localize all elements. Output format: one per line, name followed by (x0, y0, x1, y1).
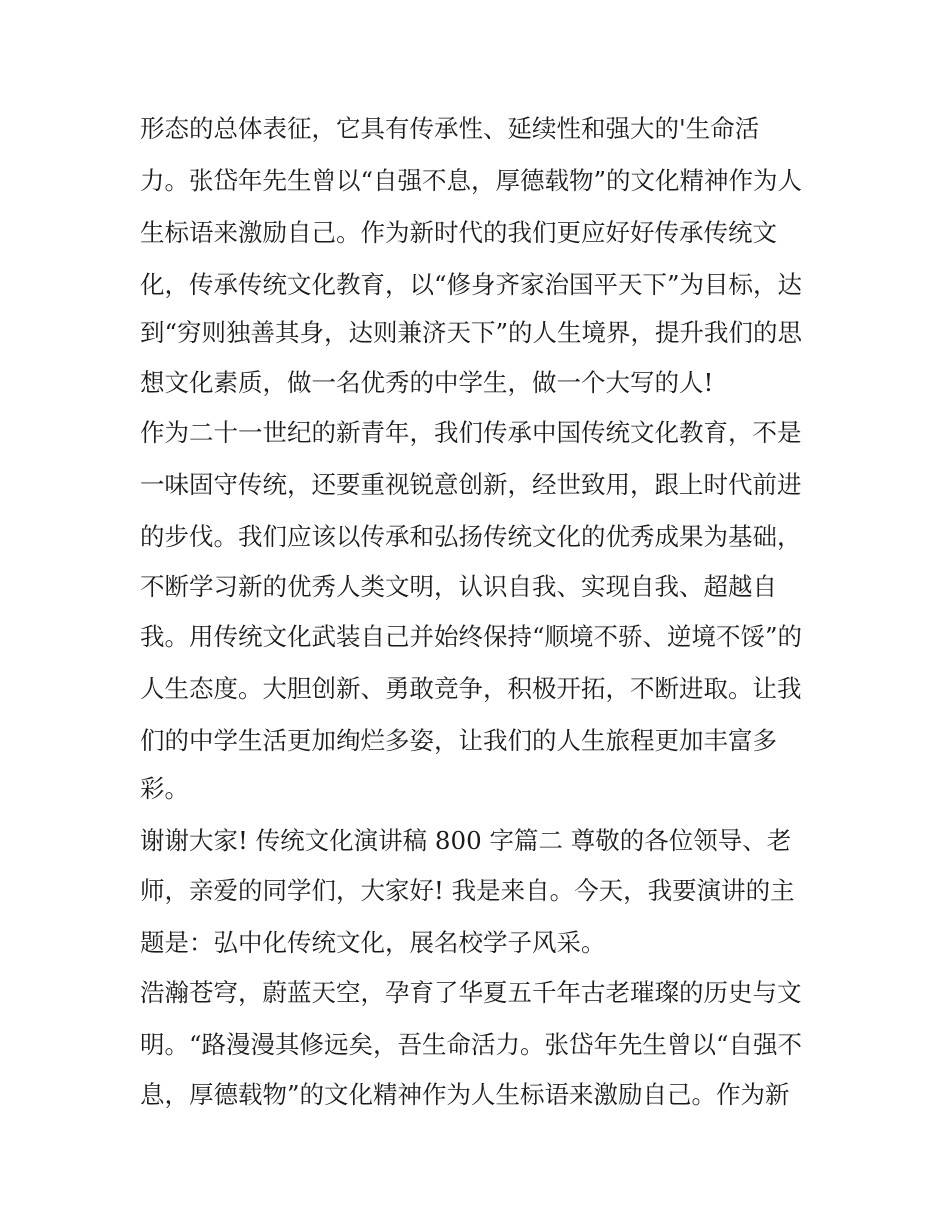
text-line: 浩瀚苍穹，蔚蓝天空，孕育了华夏五千年古老璀璨的历史与文 (140, 978, 802, 1007)
text-line: 到“穷则独善其身，达则兼济天下”的人生境界，提升我们的思 (140, 318, 803, 347)
text-line: 彩。 (140, 774, 189, 803)
text-line: 的步伐。我们应该以传承和弘扬传统文化的优秀成果为基础， (140, 522, 802, 551)
text-line: 不断学习新的优秀人类文明，认识自我、实现自我、超越自 (140, 572, 777, 601)
text-line: 人生态度。大胆创新、勇敢竞争，积极开拓，不断进取。让我 (140, 674, 802, 703)
text-line: 们的中学生活更加绚烂多姿，让我们的人生旅程更加丰富多 (140, 726, 777, 755)
text-line: 想文化素质，做一名优秀的中学生，做一个大写的人! (140, 368, 714, 397)
text-line: 化，传承传统文化教育，以“修身齐家治国平天下”为目标，达 (140, 270, 803, 299)
text-line: 力。张岱年先生曾以“自强不息，厚德载物”的文化精神作为人 (140, 166, 803, 195)
text-line: 我。用传统文化武装自己并始终保持“顺境不骄、逆境不馁”的 (140, 622, 803, 651)
text-line: 谢谢大家! 传统文化演讲稿 800 字篇二 尊敬的各位领导、老 (140, 826, 792, 855)
text-line: 师，亲爱的同学们，大家好! 我是来自。今天，我要演讲的主 (140, 876, 795, 905)
text-line: 明。“路漫漫其修远矣，吾生命活力。张岱年先生曾以“自强不 (140, 1030, 803, 1059)
text-line: 题是：弘中化传统文化，展名校学子风采。 (140, 928, 606, 957)
text-line: 一味固守传统，还要重视锐意创新，经世致用，跟上时代前进 (140, 470, 802, 499)
text-line: 生标语来激励自己。作为新时代的我们更应好好传承传统文 (140, 218, 777, 247)
text-line: 作为二十一世纪的新青年，我们传承中国传统文化教育，不是 (140, 418, 802, 447)
text-line: 息，厚德载物”的文化精神作为人生标语来激励自己。作为新 (140, 1080, 790, 1109)
text-line: 形态的总体表征，它具有传承性、延续性和强大的'生命活 (140, 114, 760, 143)
